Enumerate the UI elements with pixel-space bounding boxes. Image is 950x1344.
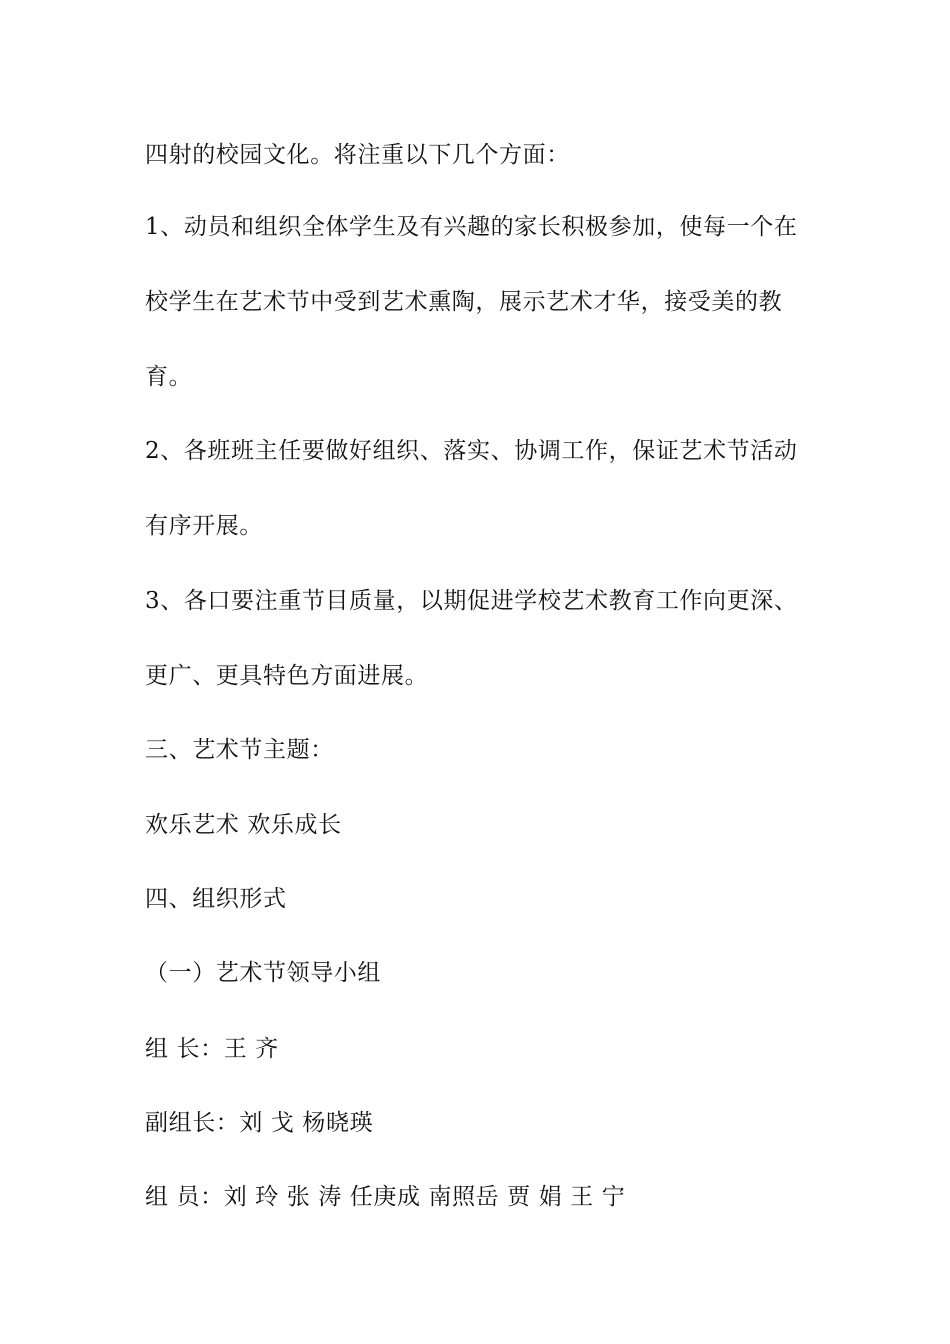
list-item-3-line-1: 3、各口要注重节目质量，以期促进学校艺术教育工作向更深、 (145, 588, 798, 614)
leader-line: 组 长：王 齐 (145, 1036, 279, 1062)
list-item-1-line-2: 校学生在艺术节中受到艺术熏陶，展示艺术才华，接受美的教 (145, 289, 783, 315)
theme-text: 欢乐艺术 欢乐成长 (145, 812, 342, 838)
paragraph-line: 四射的校园文化。将注重以下几个方面： (145, 142, 570, 168)
list-item-2-line-2: 有序开展。 (145, 513, 263, 539)
members-line: 组 员：刘 玲 张 涛 任庚成 南照岳 贾 娟 王 宁 (145, 1184, 626, 1210)
list-item-2-line-1: 2、各班班主任要做好组织、落实、协调工作，保证艺术节活动 (145, 438, 798, 464)
deputy-leaders-line: 副组长：刘 戈 杨晓瑛 (145, 1110, 374, 1136)
section-heading-theme: 三、艺术节主题： (145, 737, 334, 763)
list-item-1-line-1: 1、动员和组织全体学生及有兴趣的家长积极参加，使每一个在 (145, 214, 798, 240)
subsection-heading-leadership: （一）艺术节领导小组 (145, 960, 381, 986)
list-item-3-line-2: 更广、更具特色方面进展。 (145, 663, 429, 689)
list-item-1-line-3: 育。 (145, 364, 193, 390)
section-heading-organization: 四、组织形式 (145, 886, 287, 912)
